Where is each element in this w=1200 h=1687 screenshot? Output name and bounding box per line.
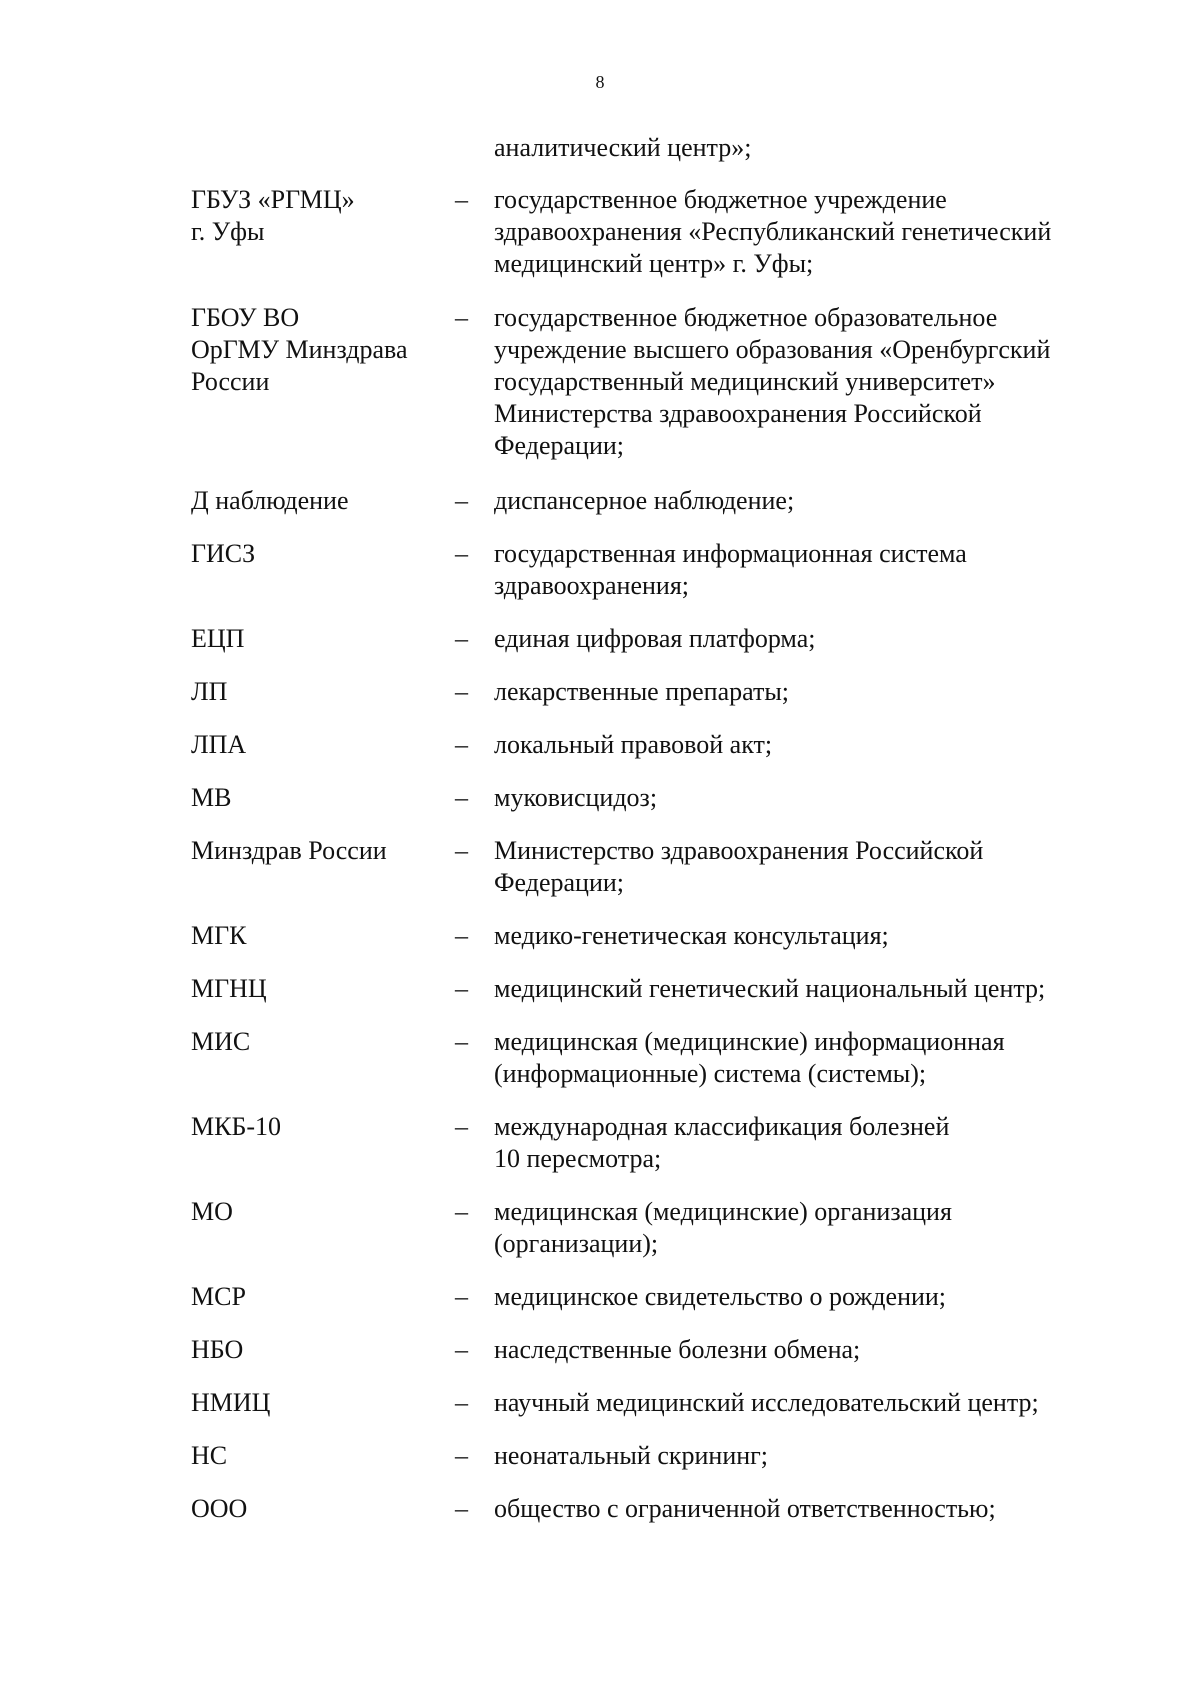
entry-abbreviation	[191, 1026, 441, 1058]
description-line: Федерации;	[494, 868, 625, 897]
entry-dash: –	[455, 1197, 468, 1226]
abbreviation-line: НС	[191, 1441, 228, 1470]
entry-dash: –	[455, 624, 468, 653]
description-line: Федерации;	[494, 431, 625, 460]
description-line: медико-генетическая консультация;	[494, 921, 889, 950]
description-line: здравоохранения;	[494, 571, 690, 600]
entry-dash: –	[455, 974, 468, 1003]
entry-description	[494, 184, 1114, 280]
entry-dash: –	[455, 539, 468, 568]
entry-description	[494, 676, 1114, 708]
entry-abbreviation	[191, 1334, 441, 1366]
abbreviation-line: ГИСЗ	[191, 539, 256, 568]
description-line: 10 пересмотра;	[494, 1144, 662, 1173]
entry-description	[494, 1334, 1114, 1366]
abbreviation-line: г. Уфы	[191, 217, 265, 246]
abbreviation-line: МО	[191, 1197, 233, 1226]
abbreviation-line: ГБОУ ВО	[191, 303, 300, 332]
description-line: здравоохранения «Республиканский генетический	[494, 217, 1052, 246]
description-line: государственная информационная система	[494, 539, 967, 568]
entry-abbreviation	[191, 302, 441, 398]
description-line: медицинский генетический национальный центр;	[494, 974, 1046, 1003]
abbreviation-line: МКБ-10	[191, 1112, 282, 1141]
entry-dash: –	[455, 1388, 468, 1417]
description-line: учреждение высшего образования «Оренбургский	[494, 335, 1051, 364]
abbreviation-line: ГБУЗ «РГМЦ»	[191, 185, 355, 214]
entry-dash: –	[455, 677, 468, 706]
continuation-text: аналитический центр»;	[494, 133, 752, 162]
entry-abbreviation	[191, 623, 441, 655]
description-line: общество с ограниченной ответственностью;	[494, 1494, 996, 1523]
entry-dash: –	[455, 921, 468, 950]
entry-abbreviation	[191, 973, 441, 1005]
entry-abbreviation	[191, 1111, 441, 1143]
description-line: медицинская (медицинские) организация	[494, 1197, 952, 1226]
entry-dash: –	[455, 1335, 468, 1364]
entry-dash: –	[455, 185, 468, 214]
abbreviation-line: ООО	[191, 1494, 248, 1523]
entry-dash: –	[455, 1112, 468, 1141]
entry-abbreviation	[191, 485, 441, 517]
entry-abbreviation	[191, 782, 441, 814]
description-line: лекарственные препараты;	[494, 677, 790, 706]
entry-abbreviation	[191, 538, 441, 570]
description-line: единая цифровая платформа;	[494, 624, 816, 653]
description-line: медицинская (медицинские) информационная	[494, 1027, 1005, 1056]
entry-abbreviation	[191, 1196, 441, 1228]
entry-dash: –	[455, 486, 468, 515]
entry-description	[494, 729, 1114, 761]
entry-dash: –	[455, 1494, 468, 1523]
abbreviation-line: ОрГМУ Минздрава	[191, 335, 408, 364]
entry-dash: –	[455, 783, 468, 812]
description-line: научный медицинский исследовательский центр;	[494, 1388, 1039, 1417]
description-line: международная классификация болезней	[494, 1112, 950, 1141]
description-line: локальный правовой акт;	[494, 730, 773, 759]
entry-abbreviation	[191, 1440, 441, 1472]
page-number: 8	[595, 72, 605, 92]
entry-abbreviation	[191, 1493, 441, 1525]
entry-abbreviation	[191, 1387, 441, 1419]
description-line: муковисцидоз;	[494, 783, 658, 812]
entry-description	[494, 302, 1114, 462]
entry-description	[494, 835, 1114, 899]
description-line: медицинский центр» г. Уфы;	[494, 249, 814, 278]
entry-description	[494, 1440, 1114, 1472]
description-line: государственное бюджетное образовательное	[494, 303, 998, 332]
entry-dash: –	[455, 1027, 468, 1056]
entry-description	[494, 973, 1114, 1005]
entry-description	[494, 1026, 1114, 1090]
abbreviation-line: ЕЦП	[191, 624, 245, 653]
entry-description	[494, 623, 1114, 655]
entry-description	[494, 1281, 1114, 1313]
entry-abbreviation	[191, 1281, 441, 1313]
description-line: наследственные болезни обмена;	[494, 1335, 861, 1364]
entry-dash: –	[455, 1282, 468, 1311]
entry-description	[494, 1387, 1114, 1419]
description-line: государственное бюджетное учреждение	[494, 185, 947, 214]
description-line: неонатальный скрининг;	[494, 1441, 769, 1470]
abbreviation-line: ЛПА	[191, 730, 247, 759]
abbreviation-line: МИС	[191, 1027, 251, 1056]
description-line: государственный медицинский университет»	[494, 367, 996, 396]
description-line: диспансерное наблюдение;	[494, 486, 795, 515]
entry-abbreviation	[191, 184, 441, 248]
abbreviation-line: России	[191, 367, 270, 396]
entry-description	[494, 1111, 1114, 1175]
entry-abbreviation	[191, 729, 441, 761]
abbreviation-line: МВ	[191, 783, 232, 812]
abbreviation-line: ЛП	[191, 677, 228, 706]
entry-dash: –	[455, 1441, 468, 1470]
abbreviation-line: МГНЦ	[191, 974, 267, 1003]
entry-dash: –	[455, 836, 468, 865]
description-line: (информационные) система (системы);	[494, 1059, 927, 1088]
description-line: Министерство здравоохранения Российской	[494, 836, 984, 865]
entry-dash: –	[455, 303, 468, 332]
description-line: медицинское свидетельство о рождении;	[494, 1282, 947, 1311]
description-line: (организации);	[494, 1229, 659, 1258]
entry-abbreviation	[191, 835, 441, 867]
entry-dash: –	[455, 730, 468, 759]
abbreviation-line: Минздрав России	[191, 836, 387, 865]
entry-description	[494, 1493, 1114, 1525]
entry-description	[494, 782, 1114, 814]
abbreviation-line: НМИЦ	[191, 1388, 271, 1417]
abbreviation-line: МСР	[191, 1282, 246, 1311]
entry-description	[494, 485, 1114, 517]
abbreviation-line: МГК	[191, 921, 247, 950]
entry-abbreviation	[191, 676, 441, 708]
entry-abbreviation	[191, 920, 441, 952]
entry-description	[494, 920, 1114, 952]
abbreviation-line: Д наблюдение	[191, 486, 349, 515]
description-line: Министерства здравоохранения Российской	[494, 399, 982, 428]
entry-description	[494, 538, 1114, 602]
abbreviation-line: НБО	[191, 1335, 244, 1364]
entry-description	[494, 1196, 1114, 1260]
